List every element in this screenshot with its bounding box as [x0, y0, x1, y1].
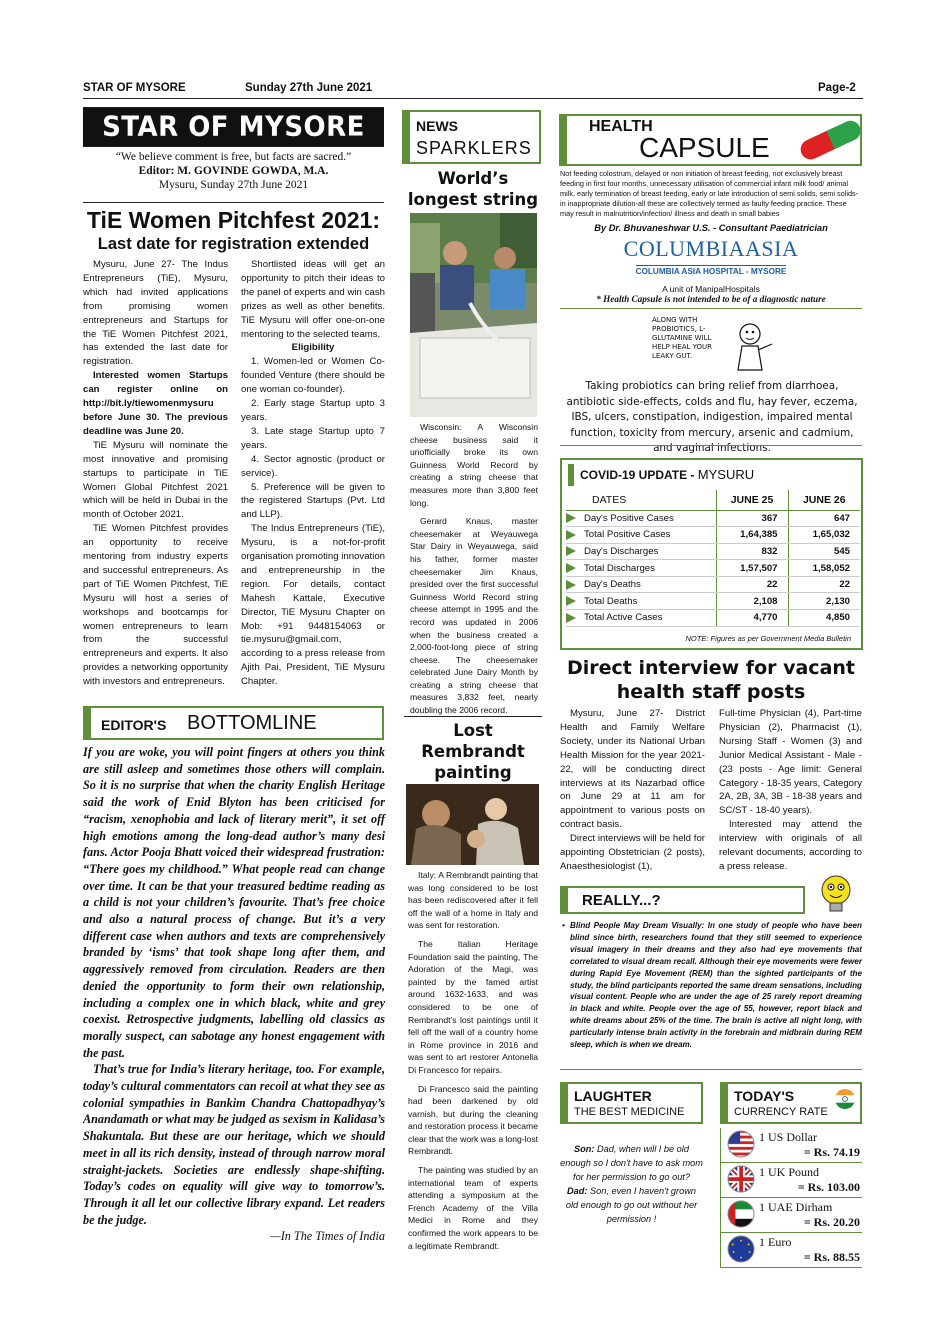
- masthead: [83, 108, 384, 191]
- tie-headline: TiE Women Pitchfest 2021:: [86, 207, 381, 233]
- cheese-headline: World’s longest string: [407, 169, 539, 209]
- rembrandt-headline: Lost Rembrandt painting: [421, 721, 525, 782]
- page-number: Page-2: [818, 82, 856, 94]
- covid-june26-value: 647: [788, 510, 860, 527]
- dad-line: [560, 1184, 703, 1226]
- tie-column-1: [83, 258, 228, 689]
- eligibility-item: 4. Sector agnostic (product or service).: [241, 453, 385, 479]
- son-label: Son:: [574, 1144, 595, 1154]
- covid-label-text: Total Positive Cases: [584, 529, 671, 541]
- covid-june26-value: 1,65,032: [788, 527, 860, 544]
- eligibility-item: 5. Preference will be given to the registered Startups (Pvt. Ltd and LLP).: [241, 481, 385, 521]
- covid-june26-value: 545: [788, 543, 860, 560]
- health-disclaimer: * Health Capsule is not intended to be of a diagnostic nature: [596, 294, 826, 304]
- currency-name: 1 US Dollar: [759, 1130, 817, 1144]
- eu-flag-icon: [727, 1235, 755, 1263]
- covid-june25-value: 832: [716, 543, 788, 560]
- editorial-label-b: BOTTOMLINE: [187, 712, 317, 734]
- eligibility-title: Eligibility: [291, 342, 335, 354]
- covid-row: [566, 593, 860, 610]
- covid-row: [566, 610, 860, 627]
- covid-title-b: MYSURU: [697, 467, 755, 482]
- tie-para: TiE Mysuru will nominate the most innovative and promising startups to participate in TiE Women Global Pitchfest 2021 which will be held in Dubai in the month of October 2021.: [83, 439, 228, 521]
- arrow-icon: [566, 563, 576, 573]
- health-author: By Dr. Bhuvaneshwar U.S. - Consultant Paediatrician: [594, 223, 828, 233]
- tie-para: Mysuru, June 27- The Indus Entrepreneurs (TiE), Mysuru, which had invited applications from promising women entrepreneurs and Startups for the TiE Women Pitchfest 2021, has extended the last date for registration.: [83, 259, 228, 368]
- currency-name: 1 UAE Dirham: [759, 1200, 833, 1214]
- rembrandt-para: Di Francesco said the painting had been darkened by old varnish, but during the cleaning and restoration process it became clear that the work was a long-lost Rembrandt.: [408, 1083, 538, 1157]
- really-body: Blind People May Dream Visually: In one study of people who have been blind since birth, researchers found that they still seemed to experience visual imagery in their dreams and they also had eye movements that correlated to visual dream recall. Although their eye movements were fewer during Rapid Eye Movement (REM) than the sighted participants of the study, the blind participants reported the same dream sensations, including visual content. People who are under the age of 25 rarely report dreaming in black and white. People over the age of 55, however, report black and white dreams about 25% of the time. The brain is active all night long, with particularly intense brain activity in the forebrain and midbrain during REM sleep, which is when we dream.: [570, 921, 862, 1050]
- col-june25: JUNE 25: [716, 490, 788, 510]
- covid-row: [566, 576, 860, 593]
- covid-label-text: Day's Positive Cases: [584, 512, 674, 524]
- cheese-text: [410, 421, 538, 717]
- covid-label-text: Total Discharges: [584, 562, 655, 574]
- issue-date: Sunday 27th June 2021: [245, 82, 373, 94]
- covid-june25-value: 1,57,507: [716, 560, 788, 577]
- laughter-text: [560, 1142, 703, 1226]
- covid-june25-value: 367: [716, 510, 788, 527]
- health-label-2: CAPSULE: [639, 132, 770, 163]
- son-text: Dad, when will I be old enough so I don't have to ask mom for her permission to go out?: [560, 1144, 703, 1182]
- laughter-label-2: THE BEST MEDICINE: [574, 1106, 685, 1118]
- masthead-dateline: Mysuru, Sunday 27th June 2021: [158, 179, 309, 191]
- currency-label-2: CURRENCY RATE: [734, 1106, 828, 1118]
- covid-row: [566, 527, 860, 544]
- covid-header-row: [566, 490, 860, 510]
- arrow-icon: [566, 613, 576, 623]
- dad-label: Dad:: [567, 1186, 588, 1196]
- health-divider: [560, 308, 862, 309]
- really-label: REALLY...?: [582, 892, 661, 909]
- covid-row-label: [566, 543, 716, 560]
- rembrandt-photo-svg: [406, 784, 539, 865]
- covid-row: [566, 510, 860, 527]
- arrow-icon: [566, 513, 576, 523]
- interview-para: Interested may attend the interview with originals of all relevant documents, according to a press release.: [719, 819, 862, 872]
- editorial-para: That’s true for India’s literary heritage, too. For example, today’s cultural commentators can recoil at what they see as colonial sympathies in Bankim Chandra Chattopadhyay’s Anandamath or what may be judged as sexism in Kalidasa’s Shakuntala. But these are our heritage, which we should meet in all its rich density, instead of through narrow moral straight-jackets. Societies are endlessly shape-shifting. Today’s codes on equality will give way to tomorrow’s. Through it all let our collective library expand. Let readers be the judge.: [83, 1062, 385, 1227]
- cheese-photo-svg: [410, 213, 537, 417]
- interview-para: Direct interviews will be held for appointing Obstetrician (2 posts), Anaesthesiologist (1),: [560, 833, 705, 872]
- tie-para: TiE Women Pitchfest provides an opportunity to receive mentoring from industry experts and successful entrepreneurs. As part of TiE Women Pitchfest, TiE Mysuru will host a series of workshops and bootcamps for women entrepreneurs to learn from the successful entrepreneurs and experts. It also provides a networking opportunity with investors and entrepreneurs.: [83, 523, 228, 688]
- covid-label-text: Total Deaths: [584, 595, 638, 607]
- cheese-caption: Wisconsin: A Wisconsin cheese business said it unofficially broke its own Guinness World Record by creating a string cheese that measures more than 3,800 feet long.: [410, 422, 538, 508]
- interview-para: Full-time Physician (4), Part-time Physician (2), Pharmacist (1), Nursing Staff - Women (3) and Junior Medical Assistant - Male - (23 posts - Age limit: General Category - 18-35 years, Category 2A, 2B, 3A, 3B - 18-38 years and SC/ST - 18-40 years).: [719, 708, 862, 817]
- really-rule: [560, 1069, 862, 1070]
- covid-title: [568, 464, 856, 486]
- masthead-logo: STAR OF MYSORE: [83, 107, 384, 147]
- covid-row-label: [566, 510, 716, 527]
- tie-para: Interested women Startups can register online on http://bit.ly/tiewomenmysuru before June 30. The previous deadline was June 20.: [83, 370, 228, 437]
- cheese-photo: [410, 213, 537, 417]
- currency-name: 1 UK Pound: [759, 1165, 820, 1179]
- health-bottom-rule: [560, 445, 862, 446]
- arrow-icon: [566, 580, 576, 590]
- currency-rate: = Rs. 88.55: [803, 1250, 860, 1264]
- covid-row-label: [566, 610, 716, 627]
- covid-row-label: [566, 560, 716, 577]
- son-line: [560, 1142, 703, 1184]
- tie-subhead: Last date for registration extended: [97, 235, 370, 253]
- currency-list: [720, 1128, 862, 1268]
- arrow-icon: [566, 546, 576, 556]
- cartoon-figure-icon: [728, 314, 778, 376]
- hospital-name: COLUMBIA ASIA HOSPITAL - MYSORE: [635, 267, 787, 276]
- rembrandt-para: The painting was studied by an international team of experts attending a symposium at the French Academy of the Villa Medici in Rome and they confirmed the work appears to be a legitimate Rembrandt.: [408, 1165, 538, 1251]
- covid-label-text: Day's Deaths: [584, 579, 641, 591]
- covid-label-text: Total Active Cases: [584, 612, 663, 624]
- columbia-logo-text: COLUMBIAASIA: [623, 236, 799, 261]
- mid-rule: [404, 716, 542, 717]
- motto: “We believe comment is free, but facts are sacred.”: [115, 151, 352, 163]
- covid-row-label: [566, 593, 716, 610]
- hospital-unit: A unit of ManipalHospitals: [662, 284, 760, 294]
- paper-name: STAR OF MYSORE: [83, 82, 186, 94]
- currency-rate: = Rs. 74.19: [803, 1145, 860, 1159]
- col-dates: DATES: [566, 490, 716, 510]
- covid-june25-value: 22: [716, 576, 788, 593]
- interview-headline: Direct interview for vacant health staff posts: [566, 657, 856, 703]
- sparklers-label-1: NEWS: [416, 118, 458, 134]
- health-text: Not feeding colostrum, delayed or non initiation of breast feeding, not exclusively breast feeding in first four months, unnecessary utilisation of commercial infant milk food/ animal milk, early termination of breast feeding, early or late introduction of semi solids, semi solids-in inappropriate dilution-all these are collectively termed as faulty feeding practice. These may result in malnutrition/infection/ illness and death in small babies: [560, 169, 859, 219]
- interview-col-1: [560, 707, 705, 874]
- capsule-icon: [791, 116, 871, 166]
- rembrandt-caption: Italy: A Rembrandt painting that was long considered to be lost has been rediscovered after it fell off the wall of a home in Italy and was sent for restoration.: [408, 870, 538, 931]
- dad-text: Son, even I haven't grown old enough to go out without her permission !: [565, 1186, 698, 1224]
- currency-name: 1 Euro: [759, 1235, 792, 1249]
- editor-line: Editor: M. GOVINDE GOWDA, M.A.: [138, 165, 329, 177]
- tie-column-2: [241, 258, 385, 689]
- currency-label-box: [720, 1082, 862, 1124]
- tie-para: The Indus Entrepreneurs (TiE), Mysuru, is a not-for-profit organisation promoting innovation and entrepreneurship in the region. For details, contact Mahesh Kattale, Executive Director, TiE Mysuru Chapter on Mob: +91 9448154063 or tie.mysuru@gmail.com, according to a press release from Ajith Pai, President, TiE Mysuru Chapter.: [241, 523, 385, 688]
- masthead-rule: [83, 202, 384, 203]
- currency-rate: = Rs. 20.20: [803, 1215, 860, 1229]
- interview-col-2: [719, 707, 862, 874]
- currency-row: [720, 1198, 862, 1233]
- covid-june26-value: 2,130: [788, 593, 860, 610]
- currency-rate: = Rs. 103.00: [797, 1180, 860, 1194]
- currency-row: [720, 1128, 862, 1163]
- rembrandt-para: The Italian Heritage Foundation said the painting, The Adoration of the Magi, was painted by the famed artist around 1632-1633, and was considered to be one of Rembrandt’s lost paintings until it fell off the wall of a country home in Rome province in 2016 and was sent to art restorer Antonella Di Francesco for repairs.: [408, 938, 538, 1075]
- bullet-icon: •: [562, 921, 565, 930]
- covid-row: [566, 543, 860, 560]
- really-label-box: [560, 886, 805, 914]
- arrow-icon: [566, 596, 576, 606]
- really-text: [562, 920, 862, 1051]
- health-label-1: HEALTH: [589, 118, 653, 135]
- uae-flag-icon: [727, 1200, 755, 1228]
- health-label-box: [559, 114, 862, 166]
- cartoon-caption: ALONG WITH PROBIOTICS, L-GLUTAMINE WILL HELP HEAL YOUR LEAKY GUT.: [652, 316, 713, 360]
- rembrandt-text: [408, 869, 538, 1252]
- laughter-label-box: [560, 1082, 703, 1124]
- header-rule: [83, 98, 863, 99]
- editorial-body: [83, 744, 385, 1245]
- uk-flag-icon: [727, 1165, 755, 1193]
- covid-row: [566, 560, 860, 577]
- covid-june25-value: 4,770: [716, 610, 788, 627]
- covid-june25-value: 2,108: [716, 593, 788, 610]
- tie-para: Shortlisted ideas will get an opportunity to pitch their ideas to the panel of experts and win cash prizes as well as other benefits. TiE Mysuru will offer one-on-one mentoring to the selected teams.: [241, 259, 385, 340]
- covid-june26-value: 4,850: [788, 610, 860, 627]
- probiotics-cartoon: [650, 314, 780, 378]
- currency-row: [720, 1163, 862, 1198]
- covid-note: NOTE: Figures as per Government Media Bulletin: [685, 634, 851, 643]
- editorial-para: If you are woke, you will point fingers at others you think are still asleep and sometimes those others will complain. So it is no surprise that when the charity English Heritage said the work of Enid Blyton has been criticised for “racism, xenophobia and lack of literary merit”, it set off high emotions among the long-dead author’s many desi fans. Actor Pooja Bhatt voiced their widespread frustration: “There goes my childhood.” What people read can change over time. It can be that your treasured bedtime reading as a child is not your children’s favourite. That’s free choice and also a natural process of change. But it’s a very different case when authors and texts are comprehensively branded by ‘isms’ that took shape long after them, and aggressively removed from circulation. Readers are then denied the opportunity to form their own relationship, including a complex one in which black, white and grey coexist. Retrospective judgments, labelling old classics as morally suspect, can sabotage any honest engagement with the past.: [83, 745, 385, 1060]
- covid-june26-value: 1,58,052: [788, 560, 860, 577]
- col-june26: JUNE 26: [788, 490, 860, 510]
- currency-row: [720, 1233, 862, 1268]
- india-flag-icon: [834, 1088, 856, 1110]
- editorial-label-a: EDITOR'S: [101, 717, 167, 733]
- covid-row-label: [566, 527, 716, 544]
- eligibility-item: 3. Late stage Startup upto 7 years.: [241, 425, 385, 451]
- cheese-body: Gerard Knaus, master cheesemaker at Weyauwega Star Dairy in Weyauwega, said his father, former master cheesemaker Jim Knaus, presided over the first successful Guinness World Record string cheese attempt in 1995 and the record was updated in 2006 when the business created a 2,000-foot-long piece of string cheese. The cheesemaker celebrated June Dairy Month by creating a string cheese that measures 3,832 feet, nearly doubling the 2006 record.: [410, 516, 538, 716]
- editorial-label-box: [83, 706, 384, 740]
- covid-label-text: Day's Discharges: [584, 545, 659, 557]
- interview-para: Mysuru, June 27- District Health and Family Welfare Society, under its National Urban Health Mission for the year 2021-22, will be conducting direct interviews at its Nazarbad office on June 29 at 11 am for appointment to various posts on contract basis.: [560, 708, 705, 831]
- eligibility-item: 2. Early stage Startup upto 3 years.: [241, 398, 385, 423]
- currency-label-1: TODAY'S: [734, 1088, 795, 1104]
- editorial-source: —In The Times of India: [269, 1229, 385, 1244]
- covid-box: [560, 458, 863, 650]
- covid-june26-value: 22: [788, 576, 860, 593]
- arrow-icon: [566, 530, 576, 540]
- covid-table: [566, 490, 860, 627]
- bulb-icon: [814, 872, 858, 918]
- columbia-logo: [560, 237, 862, 294]
- laughter-label-1: LAUGHTER: [574, 1088, 652, 1104]
- covid-row-label: [566, 576, 716, 593]
- probiotics-text: Taking probiotics can bring relief from diarrhoea, antibiotic side-effects, colds and flu, hay fever, eczema, IBS, ulcers, constipation, indigestion, impaired mental function, toxicity from mercury, arsenic and cadmium, and vaginal infections.: [566, 380, 858, 454]
- sparklers-label-box: [402, 110, 541, 164]
- covid-june25-value: 1,64,385: [716, 527, 788, 544]
- usa-flag-icon: [727, 1130, 755, 1158]
- sparklers-label-2: SPARKLERS: [416, 138, 532, 158]
- eligibility-item: 1. Women-led or Women Co-founded Venture (there should be one woman co-founder).: [241, 356, 385, 396]
- rembrandt-photo: [406, 784, 539, 865]
- covid-title-a: COVID-19 UPDATE -: [580, 468, 698, 482]
